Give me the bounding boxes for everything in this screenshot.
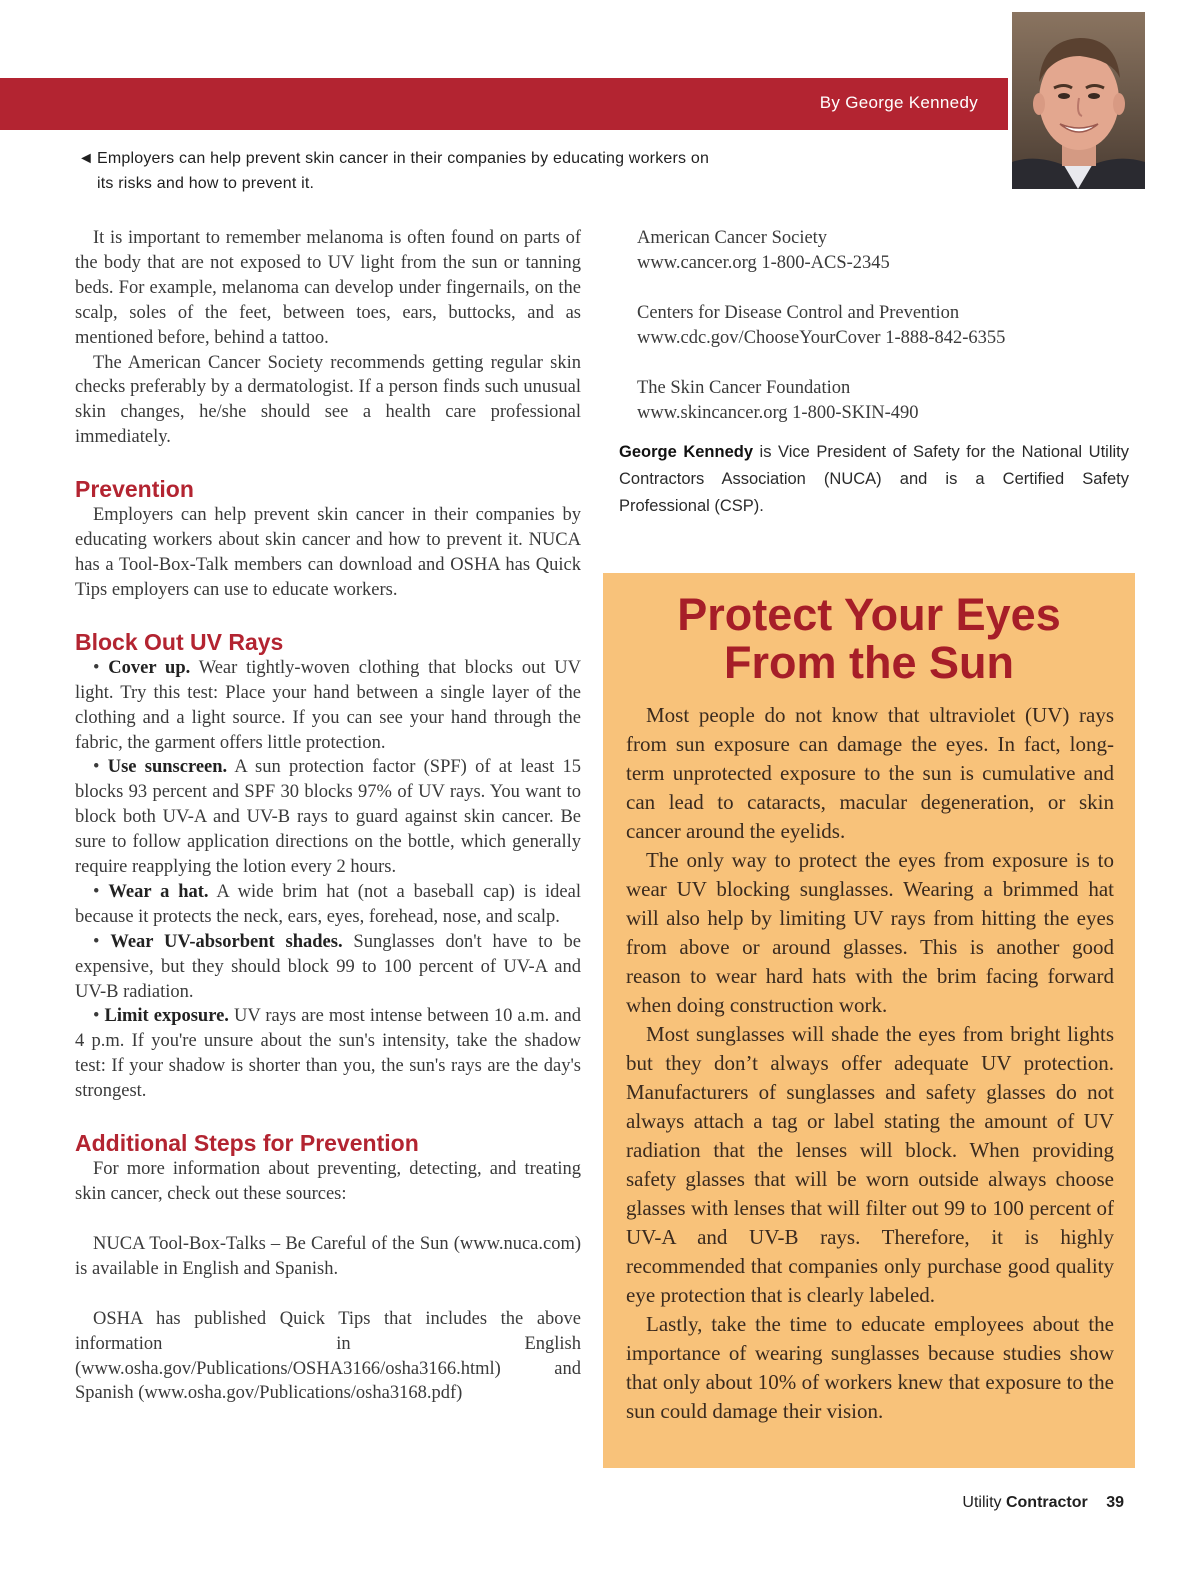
bullet-label: Use sunscreen. <box>107 757 228 778</box>
author-photo <box>1012 12 1145 189</box>
paragraph-osha: OSHA has published Quick Tips that includes the above information in English (www.osha.gov/Publications/OSHA3166/osha3166.html) and Spanish (www.osha.gov/Publications/osha3168.pdf) <box>75 1308 581 1404</box>
bullet-text: A wide brim hat (not a baseball cap) is ideal because it protects the neck, ears, eyes, forehead, nose, and scalp. <box>75 881 581 927</box>
resource-contact: www.cancer.org 1-800-ACS-2345 <box>637 252 890 273</box>
bullet-icon: • <box>93 931 100 952</box>
page-footer <box>962 1494 1124 1512</box>
byline-bar <box>0 78 1008 130</box>
sidebar-paragraph: The only way to protect the eyes from exposure is to wear UV blocking sunglasses. Wearing a brimmed hat will also help by limiting UV rays from hitting the eyes from above or around glasses. This is another good reason to wear hard hats with the brim facing forward when doing construction work. <box>626 848 1114 1017</box>
resource-acs <box>637 226 1129 276</box>
heading-prevention: Prevention <box>75 476 194 503</box>
caption-line-1: Employers can help prevent skin cancer in their companies by educating workers on <box>97 150 710 167</box>
left-column <box>75 226 581 1406</box>
resource-name: The Skin Cancer Foundation <box>637 377 851 398</box>
heading-block-uv: Block Out UV Rays <box>75 628 284 655</box>
byline: By George Kennedy <box>819 93 978 112</box>
sidebar-title-line-2: From the Sun <box>724 637 1014 688</box>
resource-name: Centers for Disease Control and Prevention <box>637 302 960 323</box>
heading-additional-steps: Additional Steps for Prevention <box>75 1130 419 1157</box>
sidebar-body <box>626 701 1114 1426</box>
paragraph-prevention: Employers can help prevent skin cancer in their companies by educating workers about skin cancer and how to prevent it. NUCA has a Tool-Box-Talk members can download and OSHA has Quick Tips employers can use to educate workers. <box>75 505 581 600</box>
bullet-shades <box>75 930 581 1005</box>
page-number: 39 <box>1106 1494 1124 1511</box>
bullet-label: Cover up. <box>108 657 191 678</box>
caption-arrow-icon: ◄ <box>78 150 95 167</box>
bullet-sunscreen <box>75 755 581 880</box>
eye-protection-sidebar <box>603 573 1135 1468</box>
bullet-hat <box>75 880 581 930</box>
sidebar-paragraph: Most people do not know that ultraviolet (UV) rays from sun exposure can damage the eyes. In fact, long-term unprotected exposure to the sun is cumulative and can lead to cataracts, macular degeneration, or skin cancer around the eyelids. <box>626 703 1114 843</box>
bullet-icon: • <box>93 657 100 678</box>
resource-name: American Cancer Society <box>637 228 828 248</box>
bullet-text: Sunglasses don't have to be expensive, but they should block 99 to 100 percent of UV-A and UV-B radiation. <box>75 931 582 1002</box>
caption-line-2: its risks and how to prevent it. <box>97 175 315 192</box>
bio-text: is Vice President of Safety for the National Utility Contractors Association (NUCA) and is a Certified Safety Professional (CSP). <box>619 443 1129 516</box>
bullet-limit-exposure <box>75 1004 581 1104</box>
bullet-label: Wear a hat. <box>108 881 209 902</box>
bullet-label: Limit exposure. <box>104 1006 229 1027</box>
paragraph-melanoma: It is important to remember melanoma is often found on parts of the body that are not exposed to UV light from the sun or tanning beds. For example, melanoma can develop under fingernails, on the scalp, soles of the feet, between toes, ears, buttocks, and as mentioned before, behind a tattoo. <box>75 228 581 348</box>
author-portrait-image <box>1012 12 1145 189</box>
paragraph-skin-checks: The American Cancer Society recommends getting regular skin checks preferably by a dermatologist. If a person finds such unusual skin changes, he/she should see a health care professional immediately. <box>75 352 581 448</box>
sidebar-paragraph: Lastly, take the time to educate employees about the importance of wearing sunglasses because studies show that only about 10% of workers knew that exposure to the sun could damage their vision. <box>626 1312 1114 1423</box>
photo-caption <box>78 146 838 196</box>
sidebar-title-line-1: Protect Your Eyes <box>677 589 1061 640</box>
right-column <box>619 226 1129 520</box>
bullet-icon: • <box>93 1006 100 1027</box>
author-bio <box>619 439 1129 520</box>
bullet-label: Wear UV-absorbent shades. <box>110 931 343 952</box>
bullet-icon: • <box>93 757 100 778</box>
bio-name: George Kennedy <box>619 443 753 462</box>
bullet-text: Wear tightly-woven clothing that blocks out UV light. Try this test: Place your hand between a single layer of the clothing and a light source. If you can see your hand through the fabric, the garment offers little protection. <box>75 657 581 753</box>
resource-cdc <box>637 301 1129 351</box>
resource-contact: www.cdc.gov/ChooseYourCover 1-888-842-6355 <box>637 327 1006 348</box>
paragraph-more-info: For more information about preventing, detecting, and treating skin cancer, check out these sources: <box>75 1159 581 1204</box>
resource-contact: www.skincancer.org 1-800-SKIN-490 <box>637 402 919 423</box>
bullet-text: A sun protection factor (SPF) of at least 15 blocks 93 percent and SPF 30 blocks 97% of UV rays. You want to block both UV-A and UV-B rays to guard against skin cancer. Be sure to follow application directions on the bottle, which generally require reapplying the lotion every 2 hours. <box>75 757 582 878</box>
sidebar-paragraph: Most sunglasses will shade the eyes from bright lights but they don’t always offer adequate UV protection. Manufacturers of sunglasses and safety glasses do not always attach a tag or label stating the amount of UV radiation that the lenses will block. When providing safety glasses that will be worn outside always choose glasses with lenses that will filter out 99 to 100 percent of UV-A and UV-B rays. Therefore, it is highly recommended that companies only purchase good quality eye protection that is clearly labeled. <box>626 1022 1114 1307</box>
resource-skin-cancer-foundation <box>637 376 1129 426</box>
sidebar-title <box>603 591 1135 687</box>
magazine-name-utility: Utility <box>962 1494 1002 1511</box>
bullet-cover-up <box>75 656 581 756</box>
paragraph-nuca-toolbox: NUCA Tool-Box-Talks – Be Careful of the Sun (www.nuca.com) is available in English and Spanish. <box>75 1233 581 1279</box>
bullet-text: UV rays are most intense between 10 a.m. and 4 p.m. If you're unsure about the sun's intensity, take the shadow test: If your shadow is shorter than you, the sun's rays are the day's strongest. <box>75 1006 581 1102</box>
bullet-icon: • <box>93 881 100 902</box>
magazine-name-contractor: Contractor <box>1005 1494 1088 1511</box>
